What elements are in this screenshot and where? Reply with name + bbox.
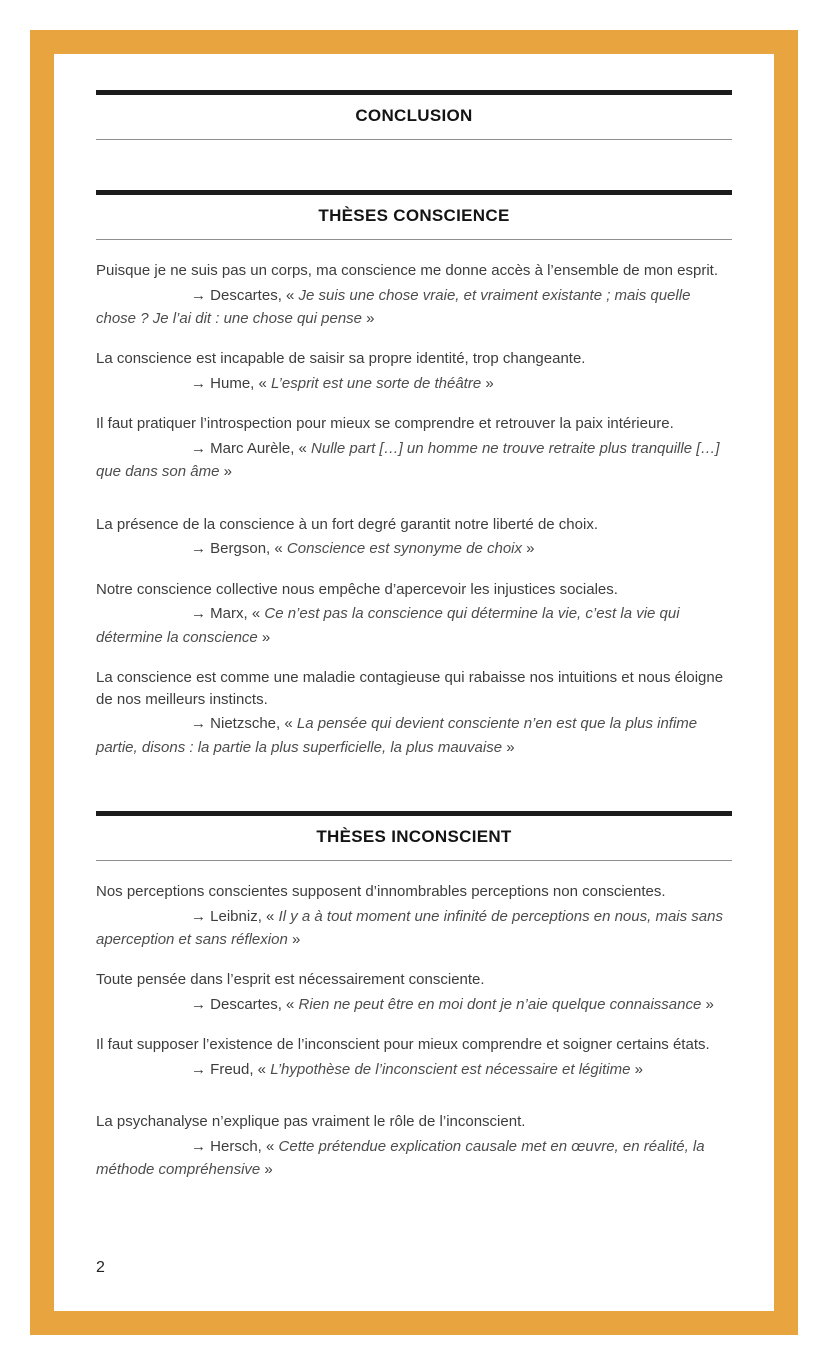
thesis-quote bbox=[96, 1058, 732, 1081]
thesis-quote bbox=[96, 905, 732, 952]
thesis-quote bbox=[96, 602, 732, 649]
quote-lead: → Hersch, « bbox=[191, 1137, 279, 1155]
quote-close: » bbox=[287, 930, 301, 948]
thesis-statement: Toute pensée dans l’esprit est nécessairement consciente. bbox=[96, 971, 485, 988]
section-heading: THÈSES CONSCIENCE bbox=[318, 206, 510, 225]
quote-close: » bbox=[362, 310, 375, 327]
page-frame bbox=[30, 30, 798, 1335]
section-conscience bbox=[96, 190, 732, 777]
quote-close: » bbox=[701, 995, 714, 1013]
thesis-statement: Il faut pratiquer l’introspection pour mieux se comprendre et retrouver la paix intérieure. bbox=[96, 415, 674, 433]
section-inconscient bbox=[96, 811, 732, 1200]
quote-lead: → Descartes, « bbox=[191, 995, 299, 1013]
document-page bbox=[54, 54, 774, 1311]
quote-text: Rien ne peut être en moi dont je n’aie quelque connaissance bbox=[298, 995, 702, 1013]
quote-text: Conscience est synonyme de choix bbox=[286, 540, 523, 558]
thesis-item bbox=[96, 260, 732, 330]
thesis-statement: Puisque je ne suis pas un corps, ma conscience me donne accès à l’ensemble de mon esprit. bbox=[96, 262, 719, 279]
quote-lead: → Marx, « bbox=[191, 605, 265, 623]
thesis-quote bbox=[96, 437, 732, 484]
thesis-statement: La conscience est comme une maladie contagieuse qui rabaisse nos intuitions et nous éloigne de nos meilleurs instincts. bbox=[96, 668, 724, 708]
quote-close: » bbox=[257, 628, 271, 646]
thesis-statement: Nos perceptions conscientes supposent d’innombrables perceptions non conscientes. bbox=[96, 882, 666, 900]
quote-lead: → Descartes, « bbox=[191, 286, 299, 304]
quote-lead: → Freud, « bbox=[191, 1060, 271, 1078]
thesis-list bbox=[96, 240, 732, 759]
section-heading: THÈSES INCONSCIENT bbox=[316, 826, 512, 846]
quote-text: Je suis une chose vraie, et vraiment existante ; mais quelle chose ? Je l’ai dit : une chose qui pense bbox=[96, 286, 691, 327]
quote-text: Ce n’est pas la conscience qui détermine la vie, c’est la vie qui détermine la conscience bbox=[96, 605, 680, 646]
thesis-quote bbox=[96, 993, 732, 1016]
thesis-quote bbox=[96, 372, 732, 395]
thesis-statement: Notre conscience collective nous empêche d’apercevoir les injustices sociales. bbox=[96, 580, 618, 598]
thesis-item bbox=[96, 348, 732, 395]
quote-close: » bbox=[219, 463, 232, 481]
section-heading-block bbox=[96, 811, 732, 861]
thesis-statement: La conscience est incapable de saisir sa propre identité, trop changeante. bbox=[96, 350, 586, 368]
title-block bbox=[96, 90, 732, 140]
thesis-item bbox=[96, 969, 732, 1016]
thesis-item bbox=[96, 667, 732, 759]
thesis-quote bbox=[96, 712, 732, 759]
thesis-statement: La psychanalyse n’explique pas vraiment le rôle de l’inconscient. bbox=[96, 1113, 526, 1130]
quote-lead: → Marc Aurèle, « bbox=[191, 440, 312, 457]
quote-close: » bbox=[481, 375, 494, 392]
thesis-item bbox=[96, 881, 732, 951]
thesis-item bbox=[96, 514, 732, 561]
spacer bbox=[96, 140, 732, 190]
section-heading-block bbox=[96, 190, 732, 240]
page-title: CONCLUSION bbox=[355, 106, 473, 125]
quote-text: L’esprit est une sorte de théâtre bbox=[271, 375, 482, 392]
quote-lead: → Nietzsche, « bbox=[191, 715, 297, 733]
thesis-statement: La présence de la conscience à un fort degré garantit notre liberté de choix. bbox=[96, 515, 598, 533]
thesis-item bbox=[96, 579, 732, 649]
quote-text: L’hypothèse de l’inconscient est nécessaire et légitime bbox=[270, 1060, 631, 1078]
quote-text: Nulle part […] un homme ne trouve retraite plus tranquille […] que dans son âme bbox=[96, 440, 720, 481]
thesis-item bbox=[96, 413, 732, 483]
quote-text: La pensée qui devient consciente n’en est que la plus infime partie, disons : la partie la plus superficielle, la plus mauvaise bbox=[96, 715, 698, 756]
quote-close: » bbox=[522, 540, 535, 558]
quote-close: » bbox=[502, 738, 515, 756]
quote-lead: → Leibniz, « bbox=[191, 907, 279, 925]
quote-text: Il y a à tout moment une infinité de perceptions en nous, mais sans aperception et sans réflexion bbox=[96, 907, 723, 948]
thesis-item bbox=[96, 1034, 732, 1081]
thesis-quote bbox=[96, 537, 732, 560]
page-number: 2 bbox=[96, 1259, 105, 1277]
quote-close: » bbox=[630, 1060, 643, 1078]
quote-lead: → Hume, « bbox=[191, 375, 272, 392]
thesis-quote bbox=[96, 284, 732, 331]
quote-close: » bbox=[260, 1161, 273, 1178]
quote-lead: → Bergson, « bbox=[191, 540, 287, 558]
thesis-statement: Il faut supposer l’existence de l’inconscient pour mieux comprendre et soigner certains états. bbox=[96, 1036, 710, 1053]
thesis-quote bbox=[96, 1135, 732, 1182]
thesis-list bbox=[96, 861, 732, 1182]
quote-text: Cette prétendue explication causale met en œuvre, en réalité, la méthode compréhensive bbox=[96, 1137, 705, 1178]
